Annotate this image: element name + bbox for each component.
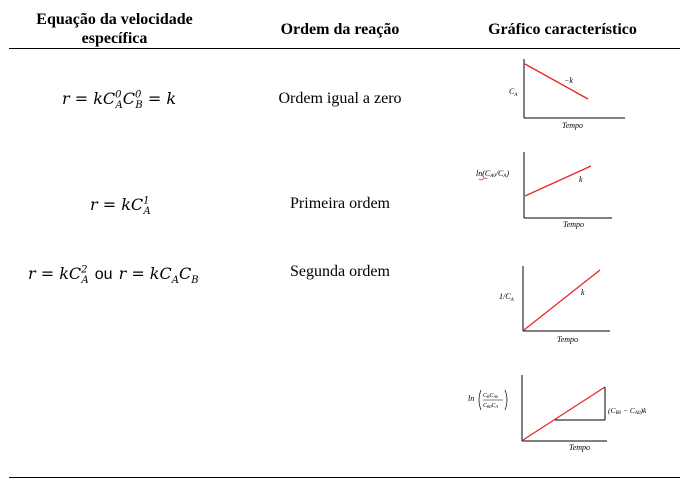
slope-label: k <box>581 288 585 297</box>
y-label-paren-right <box>505 390 507 410</box>
order-zero: Ordem igual a zero <box>278 90 402 107</box>
y-label-paren-left <box>479 390 481 410</box>
graph-second-order-ab <box>467 373 682 463</box>
graph-first-order <box>474 150 649 230</box>
order-second: Segunda ordem <box>290 263 390 280</box>
y-label: $1/C_A$ <box>499 292 514 303</box>
graph-zero-order <box>500 56 630 136</box>
equation-second-order: $r = kC^2_A$ ou $r = kC_AC_B$ <box>28 264 199 287</box>
y-label-denominator: CB0CA <box>483 403 498 409</box>
squiggle-underline <box>479 178 487 180</box>
header-equation: Equação da velocidade específica <box>36 11 193 47</box>
equation-first-order: $r = kC^1_A$ <box>90 195 151 218</box>
y-label-ln: ln <box>468 394 475 403</box>
graph-second-order <box>497 262 647 347</box>
x-label: Tempo <box>562 121 584 130</box>
trend-line <box>525 64 588 99</box>
x-label: Tempo <box>563 220 585 229</box>
header-graph: Gráfico característico <box>488 21 637 38</box>
slope-label: k <box>579 175 583 184</box>
order-first: Primeira ordem <box>290 195 390 212</box>
x-label: Tempo <box>569 443 591 452</box>
y-label-numerator: CBCA0 <box>483 393 498 399</box>
y-label: ln(CA0/CA) <box>476 169 510 179</box>
slope-label: (CB0 − CA0)k <box>608 406 647 416</box>
trend-line <box>523 387 605 440</box>
trend-line <box>524 270 600 330</box>
x-label: Tempo <box>557 335 579 344</box>
bottom-rule <box>9 477 680 478</box>
slope-label: −k <box>564 76 573 85</box>
header-rule <box>9 48 680 49</box>
equation-zero-order: $r = kC^0_AC^0_B = k$ <box>62 89 177 112</box>
y-label: $C_A$ <box>509 87 518 98</box>
header-order: Ordem da reação <box>280 21 400 38</box>
